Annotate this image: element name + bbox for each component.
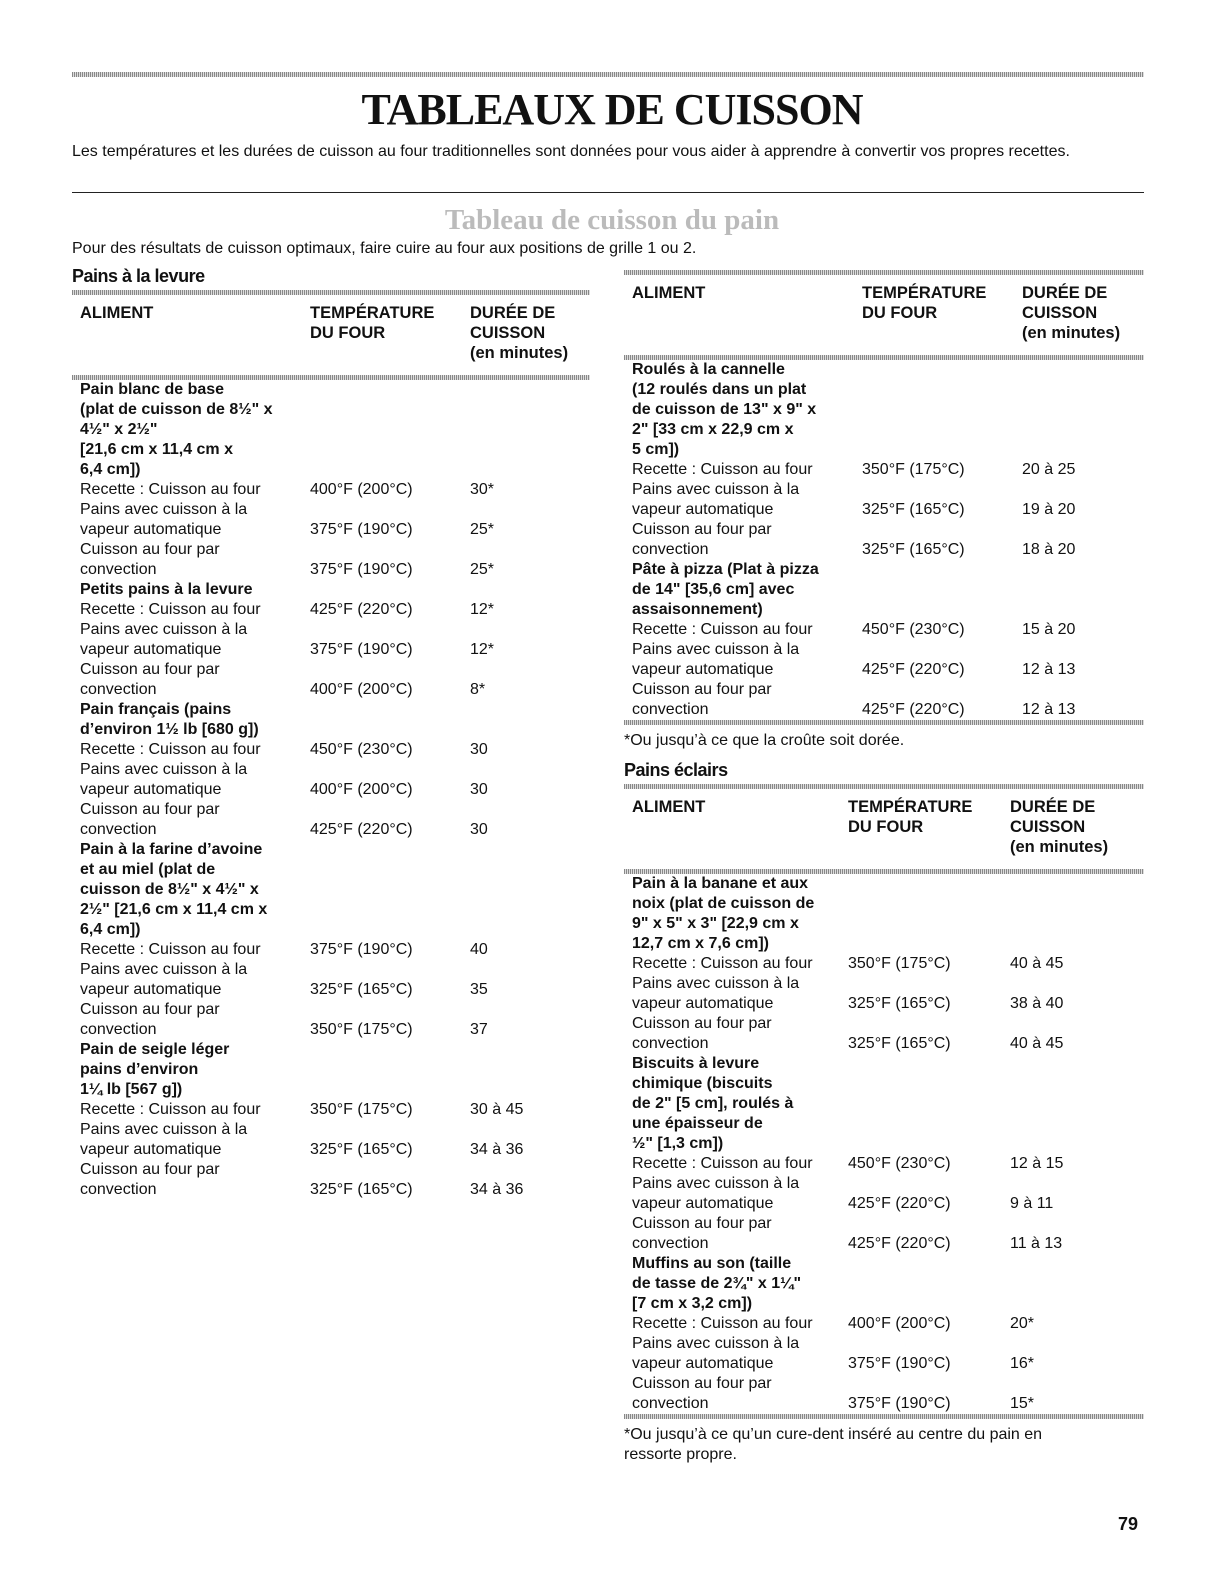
text-line: de cuisson de 13" x 9" x: [632, 401, 817, 418]
oven-temperature: 425°F (220°C): [862, 701, 965, 718]
cook-time: 25*: [470, 561, 495, 578]
food-row: [72, 380, 590, 480]
method-label: [72, 940, 310, 960]
text-line: TEMPÉRATURE: [862, 284, 987, 302]
text-line: Recette : Cuisson au four: [80, 601, 261, 618]
chart-subtitle: Tableau de cuisson du pain: [444, 204, 780, 236]
footnote-crust: *Ou jusqu’à ce que la croûte soit dorée.: [624, 732, 905, 749]
method-label: [624, 620, 862, 640]
oven-temperature: 375°F (190°C): [848, 1395, 951, 1412]
rule-cell: [624, 720, 1144, 725]
method-label: [72, 1120, 310, 1160]
page-title: TABLEAUX DE CUISSON: [361, 85, 863, 134]
empty-cell: [310, 700, 470, 740]
method-row: [624, 640, 1144, 680]
empty-cell: [470, 380, 590, 480]
text-line: Pain blanc de base: [80, 381, 225, 398]
text-line: Recette : Cuisson au four: [632, 1155, 813, 1172]
method-row: [72, 1000, 590, 1040]
text-line: Muffins au son (taille: [632, 1255, 792, 1272]
cook-time: 30: [470, 781, 488, 798]
method-row: [624, 480, 1144, 520]
method-row: [624, 1314, 1144, 1334]
text-line: Pains avec cuisson à la: [80, 621, 248, 638]
section-title-yeast: Pains à la levure: [72, 266, 205, 286]
cook-time: 16*: [1010, 1355, 1035, 1372]
quick-breads-table: [624, 784, 1144, 1419]
text-line: vapeur automatique: [80, 781, 222, 798]
text-line: Pains avec cuisson à la: [632, 975, 800, 992]
food-row: [624, 1254, 1144, 1314]
method-row: [72, 1120, 590, 1160]
food-name: [72, 580, 310, 600]
food-name: [624, 560, 862, 620]
food-row: [72, 580, 590, 600]
text-line: Pains avec cuisson à la: [632, 641, 800, 658]
oven-temperature: 325°F (165°C): [848, 995, 951, 1012]
header-row: [72, 295, 590, 375]
cook-time: 30: [470, 821, 488, 838]
oven-temperature: 425°F (220°C): [862, 661, 965, 678]
empty-cell: [310, 840, 470, 940]
text-line: CUISSON: [1022, 304, 1098, 322]
method-label: [624, 1174, 848, 1214]
text-line: Cuisson au four par: [632, 681, 772, 698]
footnote-line: *Ou jusqu’à ce qu’un cure-dent inséré au centre du pain en: [624, 1426, 1043, 1443]
method-label: [624, 1314, 848, 1334]
cook-time: 11 à 13: [1010, 1235, 1063, 1252]
text-line: Cuisson au four par: [632, 1215, 772, 1232]
text-line: Pain à la banane et aux: [632, 875, 809, 892]
method-row: [624, 1214, 1144, 1254]
method-label: [624, 460, 862, 480]
text-line: ½" [1,3 cm]): [632, 1135, 724, 1152]
text-line: convection: [632, 701, 709, 718]
method-label: [72, 800, 310, 840]
oven-temperature: 375°F (190°C): [310, 641, 413, 658]
method-label: [624, 1374, 848, 1414]
food-name: [72, 700, 310, 740]
empty-cell: [470, 1040, 590, 1100]
text-line: 4½" x 2½": [80, 421, 158, 438]
text-line: DU FOUR: [310, 324, 386, 342]
text-line: Roulés à la cannelle: [632, 361, 785, 378]
text-line: convection: [632, 1035, 709, 1052]
text-line: vapeur automatique: [80, 981, 222, 998]
text-line: chimique (biscuits: [632, 1075, 773, 1092]
empty-cell: [310, 580, 470, 600]
header-aliment: ALIMENT: [632, 284, 706, 302]
method-label: [72, 620, 310, 660]
oven-temperature: 325°F (165°C): [862, 501, 965, 518]
text-line: Pain à la farine d’avoine: [80, 841, 263, 858]
text-line: convection: [632, 1395, 709, 1412]
method-row: [72, 480, 590, 500]
text-line: [21,6 cm x 11,4 cm x: [80, 441, 233, 458]
text-line: (en minutes): [1022, 324, 1121, 342]
empty-cell: [848, 1254, 1010, 1314]
method-label: [72, 760, 310, 800]
empty-cell: [1010, 874, 1144, 954]
oven-temperature: 400°F (200°C): [848, 1315, 951, 1332]
text-line: 6,4 cm]): [80, 461, 141, 478]
footnote-line: ressorte propre.: [624, 1446, 737, 1463]
method-row: [72, 1160, 590, 1200]
empty-cell: [1022, 560, 1144, 620]
cook-time: 40 à 45: [1010, 1035, 1064, 1052]
cook-time: 12 à 13: [1022, 701, 1076, 718]
divider: [72, 192, 1144, 193]
method-label: [624, 1154, 848, 1174]
method-label: [624, 1214, 848, 1254]
text-line: 2" [33 cm x 22,9 cm x: [632, 421, 794, 438]
method-row: [72, 660, 590, 700]
method-row: [72, 960, 590, 1000]
text-line: DURÉE DE: [470, 304, 556, 322]
cook-time: 12 à 15: [1010, 1155, 1064, 1172]
food-name: [72, 1040, 310, 1100]
text-line: Recette : Cuisson au four: [80, 1101, 261, 1118]
text-line: Cuisson au four par: [80, 1001, 220, 1018]
food-name: [72, 380, 310, 480]
text-line: Cuisson au four par: [80, 661, 220, 678]
method-label: [72, 1000, 310, 1040]
method-row: [624, 1334, 1144, 1374]
oven-temperature: 350°F (175°C): [848, 955, 951, 972]
oven-temperature: 450°F (230°C): [848, 1155, 951, 1172]
intro-text: Les températures et les durées de cuisson au four traditionnelles sont données pour vous aider à apprendre à convertir vos propres recettes.: [72, 143, 1070, 160]
header-row: [624, 275, 1144, 355]
text-line: TEMPÉRATURE: [310, 304, 435, 322]
empty-cell: [310, 380, 470, 480]
empty-cell: [310, 1040, 470, 1100]
cook-time: 15 à 20: [1022, 621, 1076, 638]
text-line: Pains avec cuisson à la: [632, 1335, 800, 1352]
oven-temperature: 400°F (200°C): [310, 681, 413, 698]
text-line: vapeur automatique: [632, 995, 774, 1012]
food-name: [624, 874, 848, 954]
text-line: Cuisson au four par: [632, 521, 772, 538]
method-row: [624, 1374, 1144, 1414]
oven-temperature: 325°F (165°C): [848, 1035, 951, 1052]
text-line: convection: [632, 1235, 709, 1252]
text-line: convection: [632, 541, 709, 558]
method-label: [72, 500, 310, 540]
text-line: Pains avec cuisson à la: [80, 501, 248, 518]
text-line: (plat de cuisson de 8½" x: [80, 401, 273, 418]
method-label: [72, 540, 310, 580]
text-line: DU FOUR: [862, 304, 938, 322]
right-column: [624, 270, 1144, 1473]
text-line: Recette : Cuisson au four: [632, 621, 813, 638]
cook-time: 30*: [470, 481, 495, 498]
method-row: [624, 620, 1144, 640]
method-label: [72, 740, 310, 760]
text-line: convection: [80, 681, 157, 698]
oven-temperature: 350°F (175°C): [310, 1101, 413, 1118]
oven-temperature: 425°F (220°C): [310, 601, 413, 618]
cook-time: 25*: [470, 521, 495, 538]
rack-note: Pour des résultats de cuisson optimaux, faire cuire au four aux positions de grille 1 ou 2.: [72, 240, 697, 257]
food-row: [624, 874, 1144, 954]
cook-time: 12*: [470, 601, 495, 618]
text-line: DURÉE DE: [1022, 284, 1108, 302]
oven-temperature: 425°F (220°C): [848, 1235, 951, 1252]
oven-temperature: 400°F (200°C): [310, 781, 413, 798]
empty-cell: [1022, 360, 1144, 460]
text-line: Pains avec cuisson à la: [80, 761, 248, 778]
text-line: convection: [80, 561, 157, 578]
method-label: [72, 1100, 310, 1120]
oven-temperature: 350°F (175°C): [862, 461, 965, 478]
empty-cell: [848, 1054, 1010, 1154]
method-row: [624, 680, 1144, 720]
method-row: [624, 1154, 1144, 1174]
cook-time: 8*: [470, 681, 486, 698]
text-line: CUISSON: [1010, 818, 1086, 836]
method-row: [624, 1174, 1144, 1214]
text-line: Pains avec cuisson à la: [80, 1121, 248, 1138]
text-line: 12,7 cm x 7,6 cm]): [632, 935, 769, 952]
oven-temperature: 450°F (230°C): [862, 621, 965, 638]
header-duration: [1022, 275, 1144, 355]
yeast-breads-table: [72, 290, 590, 1200]
text-line: vapeur automatique: [632, 1355, 774, 1372]
method-label: [624, 640, 862, 680]
cook-time: 30 à 45: [470, 1101, 524, 1118]
top-rule: [72, 72, 1144, 77]
method-row: [624, 1014, 1144, 1054]
text-line: Cuisson au four par: [80, 801, 220, 818]
text-line: convection: [80, 1021, 157, 1038]
text-line: vapeur automatique: [632, 661, 774, 678]
method-row: [72, 540, 590, 580]
method-row: [72, 500, 590, 540]
text-line: (en minutes): [1010, 838, 1109, 856]
oven-temperature: 375°F (190°C): [848, 1355, 951, 1372]
empty-cell: [470, 700, 590, 740]
text-line: Recette : Cuisson au four: [80, 481, 261, 498]
header-temperature: [862, 275, 1022, 355]
header-temperature: [848, 789, 1010, 869]
text-line: Pain français (pains: [80, 701, 232, 718]
method-label: [624, 680, 862, 720]
oven-temperature: 450°F (230°C): [310, 741, 413, 758]
oven-temperature: 400°F (200°C): [310, 481, 413, 498]
method-row: [72, 1100, 590, 1120]
method-row: [72, 940, 590, 960]
header-duration: [470, 295, 590, 375]
text-line: de tasse de 2¾" x 1¼": [632, 1275, 802, 1292]
method-label: [624, 954, 848, 974]
text-line: Recette : Cuisson au four: [80, 741, 261, 758]
food-name: [72, 840, 310, 940]
text-line: (12 roulés dans un plat: [632, 381, 807, 398]
empty-cell: [848, 874, 1010, 954]
oven-temperature: 325°F (165°C): [310, 981, 413, 998]
text-line: assaisonnement): [632, 601, 763, 618]
oven-temperature: 325°F (165°C): [862, 541, 965, 558]
text-line: vapeur automatique: [632, 1195, 774, 1212]
method-label: [624, 520, 862, 560]
rule-cell: [624, 1414, 1144, 1419]
empty-cell: [862, 360, 1022, 460]
food-row: [72, 840, 590, 940]
header-temperature: [310, 295, 470, 375]
text-line: DU FOUR: [848, 818, 924, 836]
method-row: [72, 600, 590, 620]
text-line: Biscuits à levure: [632, 1055, 760, 1072]
text-line: CUISSON: [470, 324, 546, 342]
cook-time: 19 à 20: [1022, 501, 1076, 518]
text-line: DURÉE DE: [1010, 798, 1096, 816]
text-line: (en minutes): [470, 344, 569, 362]
empty-cell: [1010, 1254, 1144, 1314]
method-label: [624, 974, 848, 1014]
text-line: [7 cm x 3,2 cm]): [632, 1295, 753, 1312]
text-line: une épaisseur de: [632, 1115, 763, 1132]
method-row: [624, 460, 1144, 480]
text-line: de 2" [5 cm], roulés à: [632, 1095, 794, 1112]
method-label: [72, 960, 310, 1000]
text-line: Pains avec cuisson à la: [632, 481, 800, 498]
method-label: [624, 480, 862, 520]
oven-temperature: 375°F (190°C): [310, 521, 413, 538]
empty-cell: [1010, 1054, 1144, 1154]
empty-cell: [470, 580, 590, 600]
text-line: Recette : Cuisson au four: [632, 955, 813, 972]
food-name: [624, 360, 862, 460]
cook-time: 34 à 36: [470, 1181, 524, 1198]
method-row: [72, 760, 590, 800]
cook-time: 40 à 45: [1010, 955, 1064, 972]
text-line: Recette : Cuisson au four: [632, 461, 813, 478]
text-line: d’environ 1½ lb [680 g]): [80, 721, 259, 738]
cook-time: 40: [470, 941, 488, 958]
text-line: de 14" [35,6 cm] avec: [632, 581, 795, 598]
cook-time: 35: [470, 981, 488, 998]
section-title-quick: Pains éclairs: [624, 760, 728, 780]
food-row: [624, 360, 1144, 460]
text-line: Recette : Cuisson au four: [632, 1315, 813, 1332]
cook-time: 18 à 20: [1022, 541, 1076, 558]
method-row: [624, 520, 1144, 560]
method-row: [624, 974, 1144, 1014]
text-line: Pains avec cuisson à la: [632, 1175, 800, 1192]
cook-time: 20 à 25: [1022, 461, 1076, 478]
oven-temperature: 375°F (190°C): [310, 561, 413, 578]
hatch-rule: [624, 1414, 1144, 1419]
food-row: [72, 1040, 590, 1100]
text-line: vapeur automatique: [632, 501, 774, 518]
method-label: [72, 480, 310, 500]
empty-cell: [470, 840, 590, 940]
cook-time: 20*: [1010, 1315, 1035, 1332]
left-column: [72, 265, 590, 1200]
yeast-breads-table-cont: [624, 270, 1144, 725]
cook-time: 30: [470, 741, 488, 758]
method-label: [624, 1014, 848, 1054]
food-row: [624, 1054, 1144, 1154]
text-line: Pâte à pizza (Plat à pizza: [632, 561, 819, 578]
header-aliment: ALIMENT: [80, 304, 154, 322]
oven-temperature: 325°F (165°C): [310, 1181, 413, 1198]
method-label: [72, 1160, 310, 1200]
text-line: Cuisson au four par: [80, 541, 220, 558]
hatch-rule: [624, 720, 1144, 725]
text-line: 6,4 cm]): [80, 921, 141, 938]
cook-time: 12*: [470, 641, 495, 658]
text-line: 1¼ lb [567 g]): [80, 1081, 183, 1098]
text-line: Pain de seigle léger: [80, 1041, 230, 1058]
text-line: vapeur automatique: [80, 521, 222, 538]
method-label: [624, 1334, 848, 1374]
header-row: [624, 789, 1144, 869]
method-label: [72, 660, 310, 700]
page-number: 79: [1118, 1514, 1139, 1534]
method-row: [624, 954, 1144, 974]
oven-temperature: 375°F (190°C): [310, 941, 413, 958]
footnote-toothpick: [624, 1425, 1144, 1465]
text-line: 5 cm]): [632, 441, 680, 458]
oven-temperature: 325°F (165°C): [310, 1141, 413, 1158]
method-label: [72, 600, 310, 620]
oven-temperature: 425°F (220°C): [848, 1195, 951, 1212]
method-row: [72, 800, 590, 840]
text-line: Cuisson au four par: [632, 1375, 772, 1392]
text-line: Cuisson au four par: [632, 1015, 772, 1032]
text-line: et au miel (plat de: [80, 861, 216, 878]
cook-time: 12 à 13: [1022, 661, 1076, 678]
oven-temperature: 425°F (220°C): [310, 821, 413, 838]
text-line: convection: [80, 821, 157, 838]
method-row: [72, 620, 590, 660]
header-aliment: ALIMENT: [632, 798, 706, 816]
text-line: convection: [80, 1181, 157, 1198]
text-line: vapeur automatique: [80, 1141, 222, 1158]
text-line: Recette : Cuisson au four: [80, 941, 261, 958]
text-line: TEMPÉRATURE: [848, 798, 973, 816]
text-line: vapeur automatique: [80, 641, 222, 658]
text-line: cuisson de 8½" x 4½" x: [80, 881, 259, 898]
method-row: [72, 740, 590, 760]
header-duration: [1010, 789, 1144, 869]
cook-time: 34 à 36: [470, 1141, 524, 1158]
text-line: Petits pains à la levure: [80, 581, 253, 598]
text-line: 2½" [21,6 cm x 11,4 cm x: [80, 901, 268, 918]
cook-time: 38 à 40: [1010, 995, 1064, 1012]
food-row: [72, 700, 590, 740]
cook-time: 37: [470, 1021, 488, 1038]
oven-temperature: 350°F (175°C): [310, 1021, 413, 1038]
text-line: noix (plat de cuisson de: [632, 895, 815, 912]
cook-time: 15*: [1010, 1395, 1035, 1412]
empty-cell: [862, 560, 1022, 620]
text-line: Cuisson au four par: [80, 1161, 220, 1178]
cook-time: 9 à 11: [1010, 1195, 1054, 1212]
food-name: [624, 1254, 848, 1314]
text-line: 9" x 5" x 3" [22,9 cm x: [632, 915, 799, 932]
food-name: [624, 1054, 848, 1154]
text-line: pains d’environ: [80, 1061, 199, 1078]
food-row: [624, 560, 1144, 620]
text-line: Pains avec cuisson à la: [80, 961, 248, 978]
